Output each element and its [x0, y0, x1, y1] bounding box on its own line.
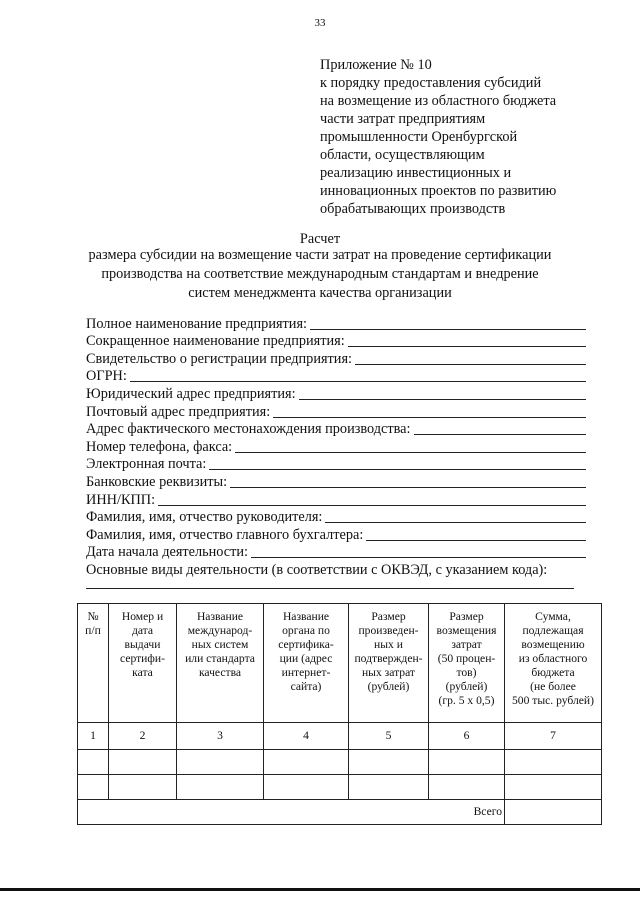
column-number: 3 — [177, 723, 264, 750]
field-chief-accountant-name[interactable] — [86, 526, 586, 544]
field-label: Адрес фактического местонахождения производства: — [86, 421, 411, 438]
total-label: Всего — [78, 800, 505, 825]
fill-line[interactable] — [235, 451, 586, 453]
total-value-cell[interactable] — [505, 800, 602, 825]
fill-line[interactable] — [355, 363, 586, 365]
table-cell[interactable] — [264, 775, 349, 800]
form-fields — [86, 315, 586, 579]
field-label: Почтовый адрес предприятия: — [86, 403, 271, 420]
field-label: Свидетельство о регистрации предприятия: — [86, 350, 353, 367]
appendix-line: Приложение № 10 — [320, 57, 432, 73]
header-cell-costs: Размер произведен- ных и подтвержден- ных затрат (рублей) — [349, 604, 429, 723]
header-cell-certificate: Номер и дата выдачи сертифи- ката — [109, 604, 177, 723]
field-postal-address[interactable] — [86, 403, 586, 421]
table-cell[interactable] — [505, 775, 602, 800]
table-cell[interactable] — [177, 750, 264, 775]
total-row — [78, 800, 602, 825]
document-title: Расчет — [299, 231, 341, 247]
fill-line[interactable] — [310, 328, 586, 330]
field-label: Фамилия, имя, отчество главного бухгалтера: — [86, 526, 364, 543]
field-director-name[interactable] — [86, 509, 586, 527]
table-row — [78, 750, 602, 775]
field-label: Юридический адрес предприятия: — [86, 385, 296, 402]
table-cell[interactable] — [349, 750, 429, 775]
header-cell-certification-body: Название органа по сертифика- ции (адрес интернет- сайта) — [264, 604, 349, 723]
field-label: Основные виды деятельности (в соответствии с ОКВЭД, с указанием кода): — [86, 561, 548, 578]
fill-line[interactable] — [158, 504, 586, 506]
appendix-header — [320, 56, 620, 218]
table-cell[interactable] — [177, 775, 264, 800]
table-header-row — [78, 604, 602, 723]
field-bank-details[interactable] — [86, 473, 586, 491]
appendix-line: на возмещение из областного бюджета — [320, 93, 557, 109]
header-cell-number: № п/п — [78, 604, 109, 723]
column-number: 5 — [349, 723, 429, 750]
fill-line[interactable] — [299, 398, 586, 400]
appendix-line: обрабатывающих производств — [320, 201, 506, 217]
header-cell-reimbursement: Размер возмещения затрат (50 процен- тов) (рублей) (гр. 5 х 0,5) — [429, 604, 505, 723]
field-registration-certificate[interactable] — [86, 350, 586, 368]
table-cell[interactable] — [429, 750, 505, 775]
fill-line[interactable] — [366, 539, 586, 541]
column-number: 7 — [505, 723, 602, 750]
table-cell[interactable] — [429, 775, 505, 800]
appendix-line: промышленности Оренбургской — [320, 129, 518, 145]
field-inn-kpp[interactable] — [86, 491, 586, 509]
fill-line[interactable] — [209, 468, 586, 470]
table-cell[interactable] — [264, 750, 349, 775]
header-cell-standard: Название международ- ных систем или стандарта качества — [177, 604, 264, 723]
appendix-line: реализацию инвестиционных и — [320, 165, 512, 181]
appendix-line: инновационных проектов по развитию — [320, 183, 557, 199]
field-label: Номер телефона, факса: — [86, 438, 233, 455]
field-phone-fax[interactable] — [86, 438, 586, 456]
field-activities — [86, 561, 586, 579]
field-actual-address[interactable] — [86, 421, 586, 439]
table-cell[interactable] — [109, 775, 177, 800]
column-number-row — [78, 723, 602, 750]
field-ogrn[interactable] — [86, 368, 586, 386]
bottom-rule — [0, 888, 640, 891]
field-label: Дата начала деятельности: — [86, 544, 249, 561]
field-label: Банковские реквизиты: — [86, 473, 228, 490]
field-label: Полное наименование предприятия: — [86, 315, 307, 332]
column-number: 6 — [429, 723, 505, 750]
subtitle-line: размера субсидии на возмещение части затрат на проведение сертификации — [88, 247, 552, 263]
field-label: ИНН/КПП: — [86, 491, 156, 508]
table-row — [78, 775, 602, 800]
field-email[interactable] — [86, 456, 586, 474]
field-label: Электронная почта: — [86, 456, 207, 473]
appendix-line: части затрат предприятиям — [320, 111, 486, 127]
field-short-name[interactable] — [86, 333, 586, 351]
calculation-table — [77, 603, 602, 825]
document-subtitle — [40, 246, 600, 303]
fill-line[interactable] — [230, 486, 586, 488]
subtitle-line: производства на соответствие международным стандартам и внедрение — [101, 266, 539, 282]
fill-line[interactable] — [325, 521, 586, 523]
table-cell[interactable] — [505, 750, 602, 775]
table-cell[interactable] — [109, 750, 177, 775]
table-cell[interactable] — [78, 775, 109, 800]
header-cell-subsidy-amount: Сумма, подлежащая возмещению из областного бюджета (не более 500 тыс. рублей) — [505, 604, 602, 723]
field-label: ОГРН: — [86, 368, 127, 385]
fill-line[interactable] — [273, 416, 586, 418]
table-cell[interactable] — [349, 775, 429, 800]
column-number: 2 — [109, 723, 177, 750]
page-number: 33 — [314, 17, 326, 29]
appendix-line: к порядку предоставления субсидий — [320, 75, 542, 91]
field-start-date[interactable] — [86, 544, 586, 562]
appendix-line: области, осуществляющим — [320, 147, 485, 163]
fill-line[interactable] — [414, 433, 587, 435]
fill-line[interactable] — [251, 556, 586, 558]
table-cell[interactable] — [78, 750, 109, 775]
field-label: Сокращенное наименование предприятия: — [86, 333, 345, 350]
field-full-name[interactable] — [86, 315, 586, 333]
column-number: 4 — [264, 723, 349, 750]
fill-line[interactable] — [348, 345, 586, 347]
field-legal-address[interactable] — [86, 385, 586, 403]
activities-fill-line[interactable] — [86, 588, 574, 589]
subtitle-line: систем менеджмента качества организации — [188, 285, 452, 301]
column-number: 1 — [78, 723, 109, 750]
fill-line[interactable] — [130, 380, 586, 382]
field-label: Фамилия, имя, отчество руководителя: — [86, 509, 323, 526]
